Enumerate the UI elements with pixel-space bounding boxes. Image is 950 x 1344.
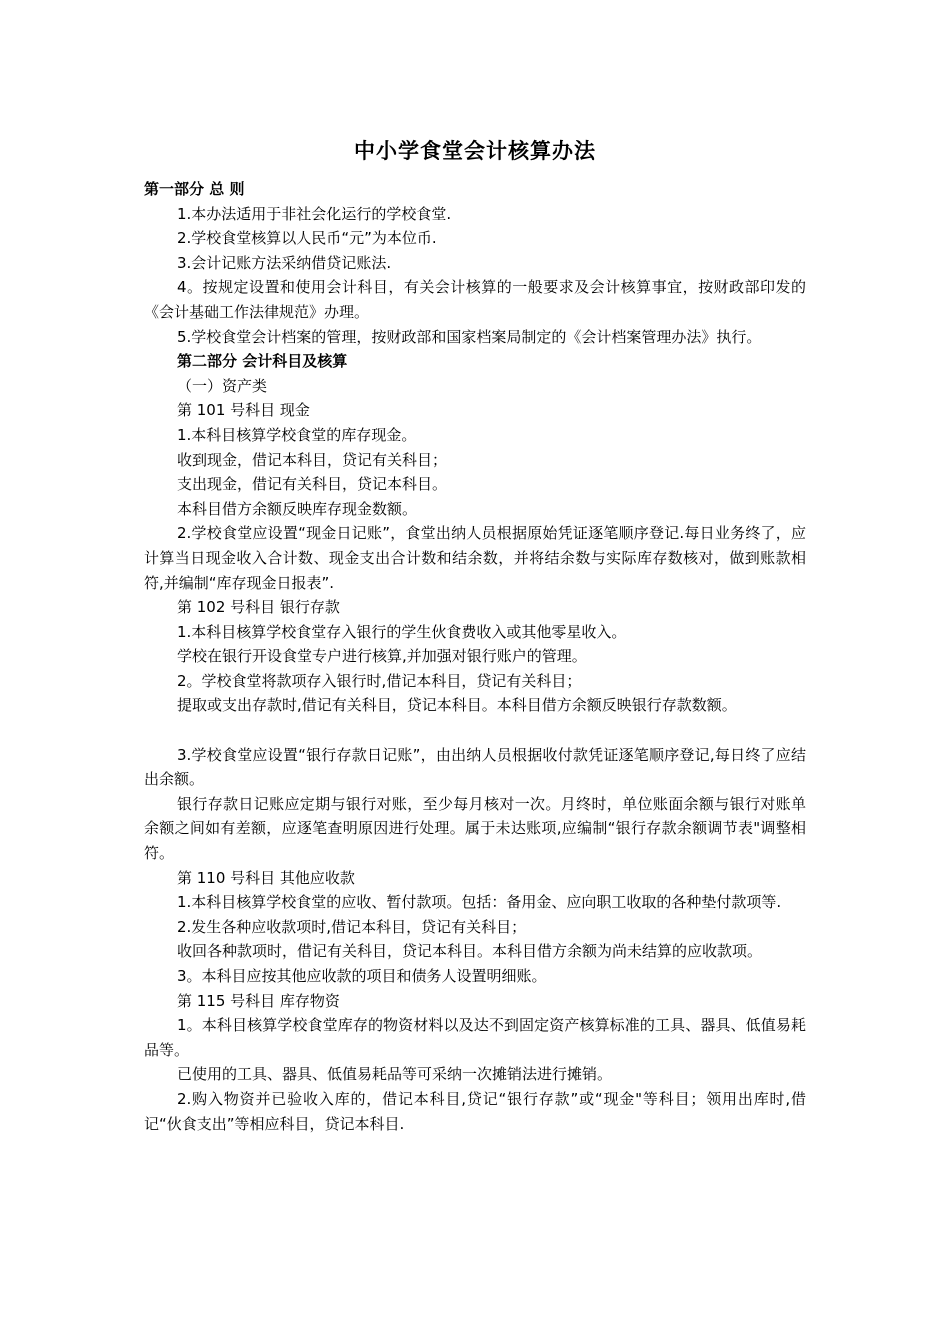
paragraph: 3.会计记账方法采纳借贷记账法. bbox=[177, 253, 392, 272]
paragraph: 4。按规定设置和使用会计科目，有关会计核算的一般要求及会计核算事宜，按财政部印发的《会计基础工作法律规范》办理。 bbox=[144, 278, 806, 321]
paragraph: 本科目借方余额反映库存现金数额。 bbox=[177, 499, 418, 518]
paragraph: 收回各种款项时，借记有关科目，贷记本科目。本科目借方余额为尚未结算的应收款项。 bbox=[177, 942, 763, 961]
paragraph: 1.本办法适用于非社会化运行的学校食堂. bbox=[177, 204, 452, 223]
section-heading: 第二部分 会计科目及核算 bbox=[177, 352, 348, 371]
paragraph: 收到现金，借记本科目，贷记有关科目； bbox=[177, 450, 448, 469]
section-heading: 第一部分 总 则 bbox=[144, 180, 245, 198]
paragraph: 3.学校食堂应设置“银行存款日记账”，由出纳人员根据收付款凭证逐笔顺序登记,每日终了应结出余额。 bbox=[144, 745, 806, 789]
paragraph: 第 115 号科目 库存物资 bbox=[177, 991, 340, 1010]
paragraph: 1.本科目核算学校食堂存入银行的学生伙食费收入或其他零星收入。 bbox=[177, 622, 627, 641]
paragraph: 5.学校食堂会计档案的管理，按财政部和国家档案局制定的《会计档案管理办法》执行。 bbox=[177, 327, 762, 346]
paragraph: 2.学校食堂核算以人民币“元”为本位币. bbox=[177, 229, 437, 248]
paragraph: 第 110 号科目 其他应收款 bbox=[177, 868, 355, 887]
document-title: 中小学食堂会计核算办法 bbox=[354, 139, 596, 163]
blank-line bbox=[144, 718, 806, 743]
document-body bbox=[144, 177, 806, 1136]
paragraph: （一）资产类 bbox=[177, 376, 268, 395]
paragraph: 第 101 号科目 现金 bbox=[177, 401, 310, 420]
paragraph: 第 102 号科目 银行存款 bbox=[177, 598, 340, 617]
paragraph: 银行存款日记账应定期与银行对账，至少每月核对一次。月终时，单位账面余额与银行对账单余额之间如有差额，应逐笔查明原因进行处理。属于未达账项,应编制“银行存款余额调节表"调整相符。 bbox=[144, 794, 806, 863]
paragraph: 2。学校食堂将款项存入银行时,借记本科目，贷记有关科目； bbox=[177, 671, 582, 690]
paragraph: 支出现金，借记有关科目，贷记本科目。 bbox=[177, 475, 448, 494]
paragraph: 2.学校食堂应设置“现金日记账”，食堂出纳人员根据原始凭证逐笔顺序登记.每日业务终了，应计算当日现金收入合计数、现金支出合计数和结余数，并将结余数与实际库存数核对，做到账款相符,并编制“库存现金日报表”. bbox=[144, 524, 806, 592]
paragraph: 1.本科目核算学校食堂的应收、暂付款项。包括：备用金、应向职工收取的各种垫付款项等. bbox=[177, 893, 782, 912]
paragraph: 已使用的工具、器具、低值易耗品等可采纳一次摊销法进行摊销。 bbox=[177, 1065, 613, 1084]
paragraph: 1.本科目核算学校食堂的库存现金。 bbox=[177, 425, 417, 444]
paragraph: 1。本科目核算学校食堂库存的物资材料以及达不到固定资产核算标准的工具、器具、低值易耗品等。 bbox=[144, 1016, 806, 1059]
paragraph: 学校在银行开设食堂专户进行核算,并加强对银行账户的管理。 bbox=[177, 647, 587, 666]
paragraph: 3。本科目应按其他应收款的项目和债务人设置明细账。 bbox=[177, 967, 547, 985]
paragraph: 2.发生各种应收款项时,借记本科目，贷记有关科目； bbox=[177, 917, 527, 936]
paragraph: 2.购入物资并已验收入库的，借记本科目,贷记“银行存款”或“现金"等科目；领用出库时,借记“伙食支出”等相应科目，贷记本科目. bbox=[144, 1089, 806, 1133]
paragraph: 提取或支出存款时,借记有关科目，贷记本科目。本科目借方余额反映银行存款数额。 bbox=[177, 696, 737, 715]
